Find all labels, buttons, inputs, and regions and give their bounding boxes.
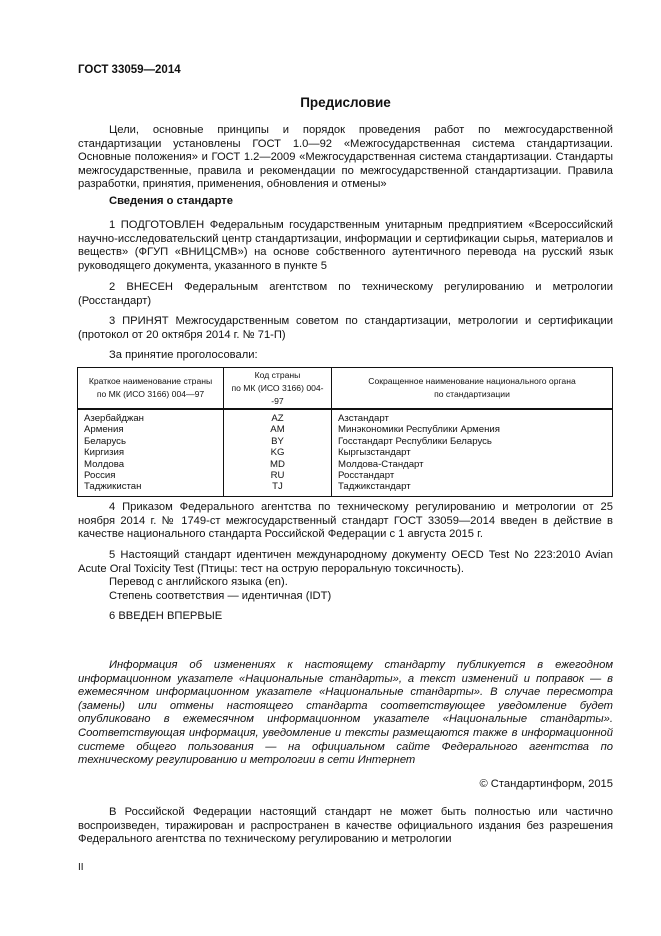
country-cell: Россия <box>78 470 224 481</box>
reproduction-notice: В Российской Федерации настоящий стандарт не может быть полностью или частично воспроизведен, тиражирован и распространен в качестве официального издания без разрешения Федерального агентства по техническому регулированию и метрологии <box>78 806 613 846</box>
item-5: 5 Настоящий стандарт идентичен международному документу OECD Test No 223:2010 Avian Acute Oral Toxicity Test (Птицы: тест на острую пероральную токсичность). Перевод с английского языка (en). Степень соответствия — идентичная (IDT) <box>78 549 613 602</box>
page-title: Предисловие <box>300 95 391 110</box>
item-3: 3 ПРИНЯТ Межгосударственным советом по стандартизации, метрологии и сертификации (протокол от 20 октября 2014 г. № 71-П) <box>78 315 613 341</box>
table-row <box>78 459 613 470</box>
code-cell: TJ <box>224 481 332 496</box>
item-4: 4 Приказом Федерального агентства по техническому регулированию и метрологии от 25 ноября 2014 г. № 1749-ст межгосударственный стандарт ГОСТ 33059—2014 введен в действие в качестве национального стандарта Российской Федерации с 1 августа 2015 г. <box>78 501 613 541</box>
intro-paragraph: Цели, основные принципы и порядок проведения работ по межгосударственной стандартизации установлены ГОСТ 1.0—92 «Межгосударственная система стандартизации. Основные положения» и ГОСТ 1.2—2009 «Межгосударственная система стандартизации. Стандарты межгосударственные, правила и рекомендации по межгосударственной стандартизации. Правила разработки, принятия, применения, обновления и отмены» <box>78 124 613 191</box>
body-cell: Минэкономики Республики Армения <box>332 424 613 435</box>
country-cell: Киргизия <box>78 447 224 458</box>
page-number: II <box>78 862 84 873</box>
country-cell: Армения <box>78 424 224 435</box>
table-row <box>78 424 613 435</box>
column-header-body: Сокращенное наименование национального органа по стандартизации <box>332 368 613 410</box>
item-2: 2 ВНЕСЕН Федеральным агентством по техническому регулированию и метрологии (Росстандарт) <box>78 281 613 307</box>
table-row <box>78 436 613 447</box>
body-cell: Госстандарт Республики Беларусь <box>332 436 613 447</box>
changes-notice: Информация об изменениях к настоящему стандарту публикуется в ежегодном информационном указателе «Национальные стандарты», а текст изменений и поправок — в ежемесячном информационном указателе «Национальные стандарты». В случае пересмотра (замены) или отмены настоящего стандарта соответствующее уведомление будет опубликовано в ежемесячном информационном указателе «Национальные стандарты». Соответствующая информация, уведомление и тексты размещаются также в информационной системе общего пользования — на официальном сайте Федерального агентства по техническому регулированию и метрологии в сети Интернет <box>78 659 613 767</box>
body-cell: Азстандарт <box>332 409 613 424</box>
country-cell: Азербайджан <box>78 409 224 424</box>
item-6: 6 ВВЕДЕН ВПЕРВЫЕ <box>109 610 223 622</box>
table-row <box>78 470 613 481</box>
code-cell: AZ <box>224 409 332 424</box>
body-cell: Молдова-Стандарт <box>332 459 613 470</box>
body-cell: Росстандарт <box>332 470 613 481</box>
table-row <box>78 481 613 496</box>
copyright: © Стандартинформ, 2015 <box>479 778 613 790</box>
body-cell: Таджикстандарт <box>332 481 613 496</box>
document-code-header: ГОСТ 33059—2014 <box>78 64 181 76</box>
section-title: Сведения о стандарте <box>109 195 233 207</box>
country-cell: Беларусь <box>78 436 224 447</box>
table-header-row <box>78 368 613 410</box>
country-cell: Молдова <box>78 459 224 470</box>
table-row <box>78 447 613 458</box>
country-cell: Таджикистан <box>78 481 224 496</box>
code-cell: BY <box>224 436 332 447</box>
code-cell: MD <box>224 459 332 470</box>
column-header-code: Код страны по МК (ИСО 3166) 004--97 <box>224 368 332 410</box>
code-cell: KG <box>224 447 332 458</box>
table-row <box>78 409 613 424</box>
code-cell: RU <box>224 470 332 481</box>
vote-label: За принятие проголосовали: <box>109 349 258 361</box>
column-header-country: Краткое наименование страны по МК (ИСО 3166) 004—97 <box>78 368 224 410</box>
code-cell: AM <box>224 424 332 435</box>
item-1: 1 ПОДГОТОВЛЕН Федеральным государственным унитарным предприятием «Всероссийский научно-исследовательский центр стандартизации, информации и сертификации сырья, материалов и веществ» (ФГУП «ВНИЦСМВ») на основе собственного аутентичного перевода на русский язык руководящего документа, указанного в пункте 5 <box>78 219 613 272</box>
voting-table <box>77 367 613 497</box>
body-cell: Кыргызстандарт <box>332 447 613 458</box>
